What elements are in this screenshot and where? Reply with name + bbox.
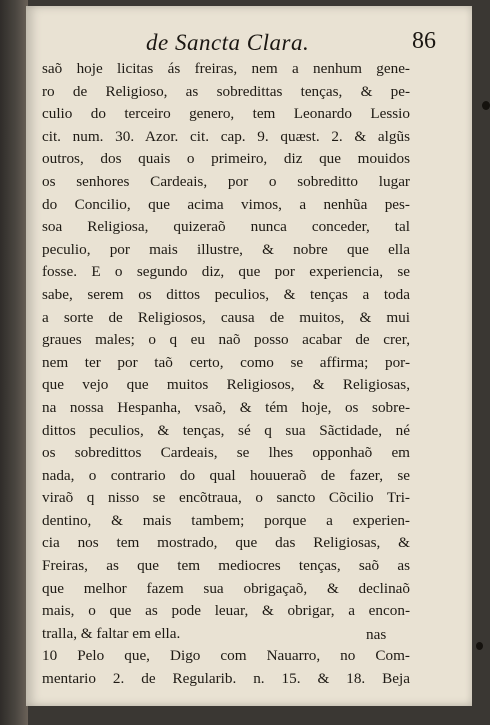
text-line: viraõ q nisso se encõtraua, o sancto Cõcilio Tri-	[42, 489, 410, 507]
text-line: tralla, & faltar em ella.	[42, 624, 181, 642]
paragraph-start-line: 10 Pelo que, Digo com Nauarro, no Com-	[42, 647, 410, 665]
text-line: nem ter por taõ certo, como se affirma; por-	[42, 353, 410, 371]
text-line: a sorte de Religiosos, causa de muitos, & mui	[42, 308, 410, 326]
book-gutter	[0, 0, 28, 725]
book-page	[26, 6, 472, 706]
ink-blot	[482, 101, 490, 110]
text-line: cit. num. 30. Azor. cit. cap. 9. quæst. 2. & algũs	[42, 127, 410, 145]
catchword: nas	[366, 626, 387, 643]
text-line: mais, o que as pode leuar, & obrigar, a encon-	[42, 602, 410, 620]
body-text	[42, 58, 410, 691]
text-line: na nossa Hespanha, vsaõ, & tém hoje, os sobre-	[42, 398, 410, 416]
text-line: do Concilio, que acima vimos, a nenhũa pes-	[42, 195, 410, 213]
text-line: ro de Religioso, as sobredittas tenças, & pe-	[42, 82, 410, 100]
text-line: cia nos tem mostrado, que das Religiosas, &	[42, 534, 410, 552]
text-line: dittos peculios, & tenças, sé q sua Sãctidade, né	[42, 421, 410, 439]
text-line: dentino, & mais tambem; porque a experien-	[42, 511, 410, 529]
text-line: mentario 2. de Regularib. n. 15. & 18. Beja	[42, 670, 410, 688]
text-line: nada, o contrario do qual houueraõ de fazer, se	[42, 466, 410, 484]
text-line: soa Religiosa, quizeraõ nunca conceder, tal	[42, 218, 410, 236]
text-line: que melhor fazem sua obrigaçaõ, & declinaõ	[42, 579, 410, 597]
ink-blot	[476, 642, 483, 650]
text-line: saõ hoje licitas ás freiras, nem a nenhum gene-	[42, 60, 410, 77]
text-line: culio do terceiro genero, tem Leonardo Lessio	[42, 105, 410, 123]
text-line: Freiras, as que tem mediocres tenças, saõ as	[42, 557, 410, 575]
text-line: os senhores Cardeais, por o sobreditto lugar	[42, 172, 410, 190]
text-line: os sobredittos Cardeais, se lhes opponhaõ em	[42, 444, 410, 462]
text-line: outros, dos quais o primeiro, diz que mouidos	[42, 150, 410, 168]
text-line: peculio, por mais illustre, & nobre que ella	[42, 240, 410, 258]
page-number: 86	[412, 28, 436, 54]
text-line: que vejo que muitos Religiosos, & Religiosas,	[42, 376, 410, 394]
text-line: sabe, serem os dittos peculios, & tenças a toda	[42, 285, 410, 303]
running-head: de Sancta Clara.	[146, 30, 310, 55]
text-line: graues males; o q eu naõ posso acabar de crer,	[42, 331, 410, 349]
text-line: fosse. E o segundo diz, que por experiencia, se	[42, 263, 410, 281]
